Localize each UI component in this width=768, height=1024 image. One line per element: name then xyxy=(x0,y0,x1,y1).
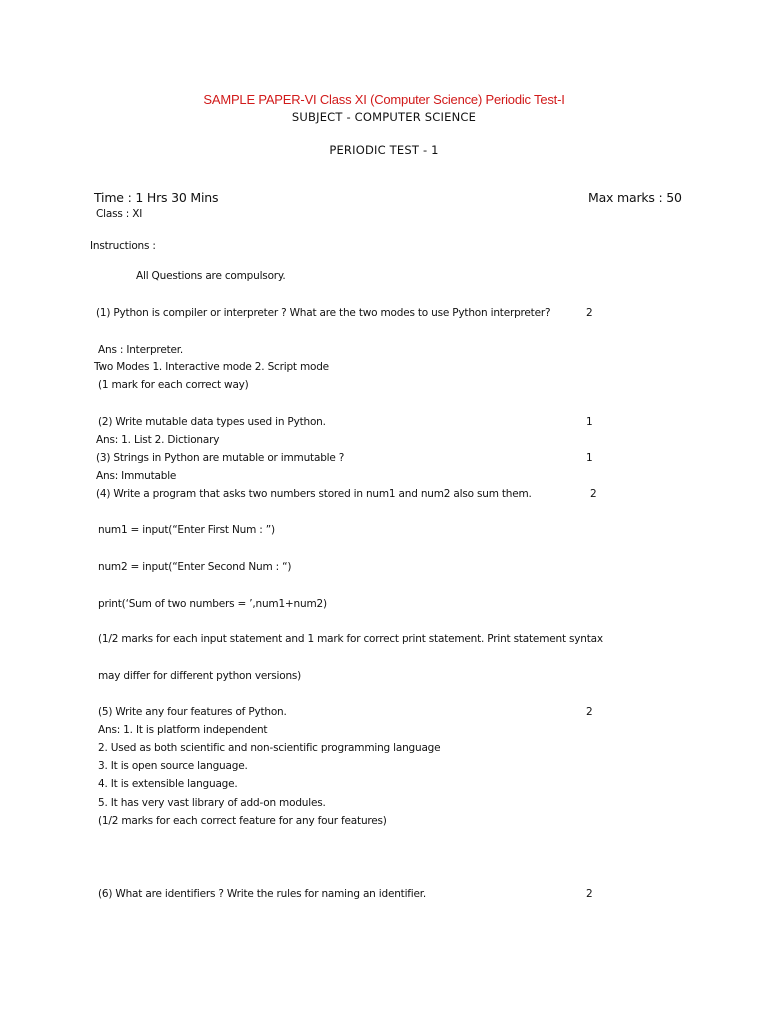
class-line: Class : XI xyxy=(96,208,143,220)
paper-title: SAMPLE PAPER-VI Class XI (Computer Science) Periodic Test-I xyxy=(203,92,565,107)
time-allowed: Time : 1 Hrs 30 Mins xyxy=(94,190,219,205)
answer-5-line-5: 5. It has very vast library of add-on modules. xyxy=(98,797,326,809)
question-3: (3) Strings in Python are mutable or immutable ? xyxy=(96,452,345,464)
answer-3: Ans: Immutable xyxy=(96,470,177,482)
question-4: (4) Write a program that asks two numbers stored in num1 and num2 also sum them. xyxy=(96,488,532,500)
question-4-marks: 2 xyxy=(590,488,597,500)
answer-4-note-1: (1/2 marks for each input statement and 1 mark for correct print statement. Print statement syntax xyxy=(98,633,603,645)
instructions-label: Instructions : xyxy=(90,240,156,252)
question-1: (1) Python is compiler or interpreter ? What are the two modes to use Python interpreter? xyxy=(96,307,551,319)
question-2-marks: 1 xyxy=(586,416,593,428)
code-line-1: num1 = input(“Enter First Num : ”) xyxy=(98,524,275,536)
question-5-marks: 2 xyxy=(586,706,593,718)
test-name: PERIODIC TEST - 1 xyxy=(329,143,439,157)
question-6-marks: 2 xyxy=(586,888,593,900)
answer-1-line-2: Two Modes 1. Interactive mode 2. Script mode xyxy=(94,361,329,373)
answer-5-line-1: Ans: 1. It is platform independent xyxy=(98,724,268,736)
question-2: (2) Write mutable data types used in Python. xyxy=(98,416,326,428)
answer-5-line-4: 4. It is extensible language. xyxy=(98,778,238,790)
answer-2: Ans: 1. List 2. Dictionary xyxy=(96,434,220,446)
answer-4-note-2: may differ for different python versions) xyxy=(98,670,302,682)
answer-5-line-3: 3. It is open source language. xyxy=(98,760,248,772)
answer-1-line-1: Ans : Interpreter. xyxy=(98,344,184,356)
answer-1-line-3: (1 mark for each correct way) xyxy=(98,379,249,391)
question-3-marks: 1 xyxy=(586,452,593,464)
max-marks: Max marks : 50 xyxy=(588,190,682,205)
answer-5-line-2: 2. Used as both scientific and non-scientific programming language xyxy=(98,742,441,754)
answer-5-note: (1/2 marks for each correct feature for any four features) xyxy=(98,815,387,827)
code-line-2: num2 = input(“Enter Second Num : “) xyxy=(98,561,292,573)
subject-line: SUBJECT - COMPUTER SCIENCE xyxy=(291,110,477,124)
code-line-3: print(‘Sum of two numbers = ’,num1+num2) xyxy=(98,598,327,610)
question-5: (5) Write any four features of Python. xyxy=(98,706,287,718)
question-1-marks: 2 xyxy=(586,307,593,319)
question-6: (6) What are identifiers ? Write the rules for naming an identifier. xyxy=(98,888,427,900)
instruction-text: All Questions are compulsory. xyxy=(136,270,286,282)
